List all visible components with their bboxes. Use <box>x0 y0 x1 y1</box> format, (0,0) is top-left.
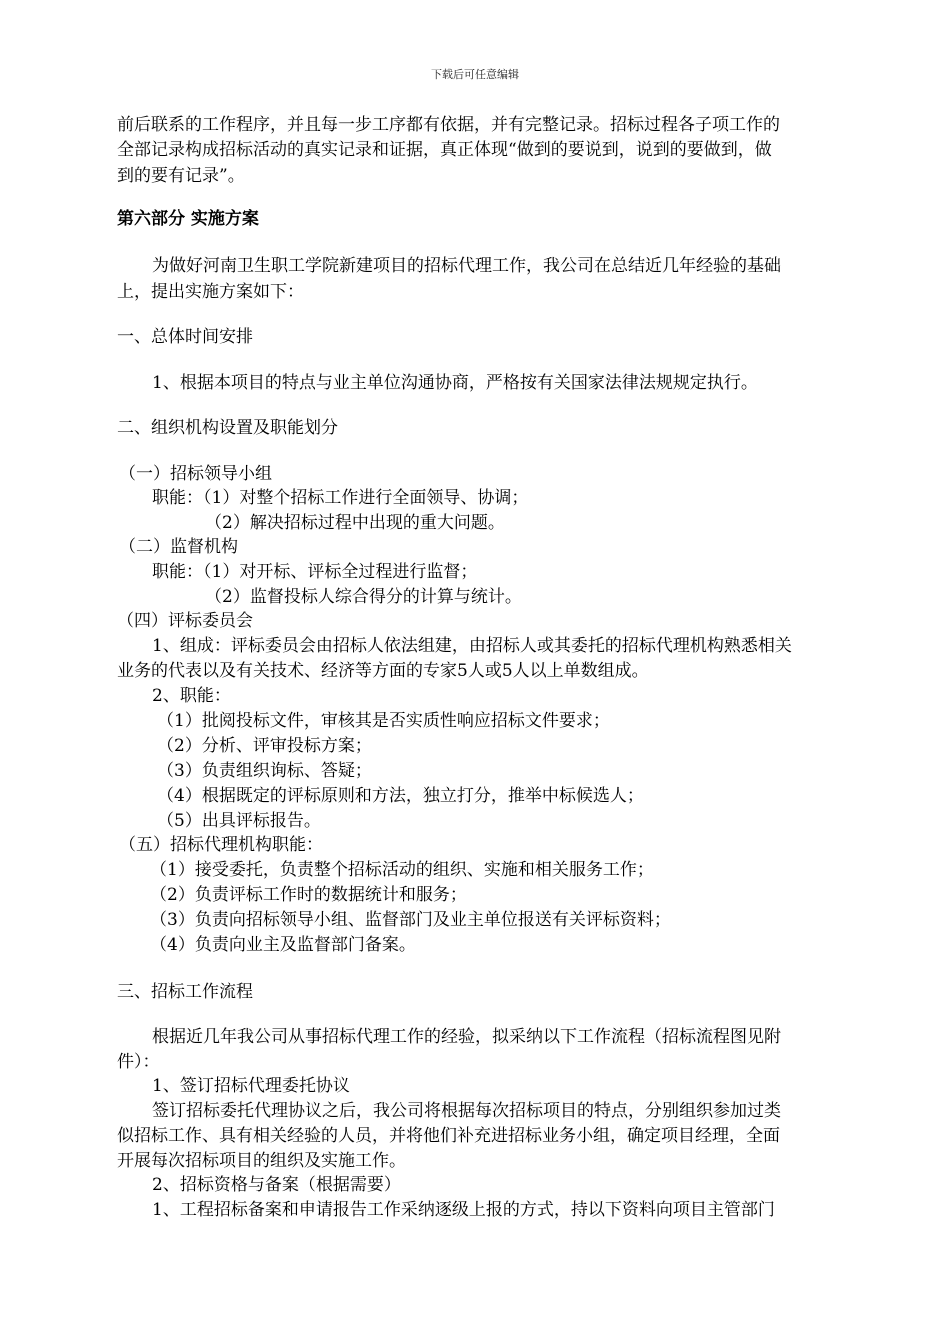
list-item: （2）负责评标工作时的数据统计和服务； <box>150 885 467 905</box>
list-item: （3）负责组织询标、答疑； <box>157 761 372 781</box>
subsection-heading: 一、总体时间安排 <box>117 327 253 347</box>
body-line: 开展每次招标项目的组织及实施工作。 <box>117 1151 406 1171</box>
list-item: 2、招标资格与备案（根据需要） <box>152 1175 401 1195</box>
body-line: 1、组成：评标委员会由招标人依法组建，由招标人或其委托的招标代理机构熟悉相关 <box>152 636 792 656</box>
body-line: 1、根据本项目的特点与业主单位沟通协商，严格按有关国家法律法规规定执行。 <box>152 373 758 393</box>
page-header: 下载后可任意编辑 <box>431 68 519 81</box>
list-item: 2、职能： <box>152 686 231 706</box>
list-item: （1）接受委托，负责整个招标活动的组织、实施和相关服务工作； <box>150 860 654 880</box>
list-heading: （二）监督机构 <box>119 537 238 557</box>
list-item: 1、签订招标代理委托协议 <box>152 1076 350 1096</box>
body-line: 似招标工作、具有相关经验的人员，并将他们补充进招标业务小组，确定项目经理，全面 <box>117 1126 780 1146</box>
body-line: 件）： <box>117 1052 160 1072</box>
list-heading: （五）招标代理机构职能： <box>119 835 323 855</box>
body-line: 业务的代表以及有关技术、经济等方面的专家5人或5人以上单数组成。 <box>117 661 649 681</box>
list-heading: （四）评标委员会 <box>117 611 253 631</box>
list-item: （2）监督投标人综合得分的计算与统计。 <box>205 587 522 607</box>
list-item: （4）负责向业主及监督部门备案。 <box>150 935 416 955</box>
body-line: 1、工程招标备案和申请报告工作采纳逐级上报的方式，持以下资料向项目主管部门 <box>152 1200 775 1220</box>
body-line: 签订招标委托代理协议之后，我公司将根据每次招标项目的特点，分别组织参加过类 <box>152 1101 781 1121</box>
body-line: 上，提出实施方案如下： <box>117 282 304 302</box>
body-line: 为做好河南卫生职工学院新建项目的招标代理工作，我公司在总结近几年经验的基础 <box>152 256 781 276</box>
section-heading: 第六部分 实施方案 <box>117 209 259 229</box>
list-item: （3）负责向招标领导小组、监督部门及业主单位报送有关评标资料； <box>150 910 671 930</box>
body-line: 全部记录构成招标活动的真实记录和证据，真正体现“做到的要说到，说到的要做到，做 <box>117 140 772 160</box>
list-item: （5）出具评标报告。 <box>157 811 321 831</box>
body-line: 根据近几年我公司从事招标代理工作的经验，拟采纳以下工作流程（招标流程图见附 <box>152 1027 781 1047</box>
body-line: 前后联系的工作程序，并且每一步工序都有依据，并有完整记录。招标过程各子项工作的 <box>117 115 780 135</box>
list-item: 职能：（1）对整个招标工作进行全面领导、协调； <box>152 488 529 508</box>
list-item: （2）分析、评审投标方案； <box>157 736 372 756</box>
list-item: （4）根据既定的评标原则和方法，独立打分，推举中标候选人； <box>157 786 644 806</box>
subsection-heading: 二、组织机构设置及职能划分 <box>117 418 338 438</box>
list-heading: （一）招标领导小组 <box>119 464 272 484</box>
subsection-heading: 三、招标工作流程 <box>117 982 253 1002</box>
list-item: （2）解决招标过程中出现的重大问题。 <box>205 513 505 533</box>
list-item: （1）批阅投标文件，审核其是否实质性响应招标文件要求； <box>157 711 610 731</box>
list-item: 职能：（1）对开标、评标全过程进行监督； <box>152 562 478 582</box>
body-line: 到的要有记录”。 <box>117 166 245 186</box>
